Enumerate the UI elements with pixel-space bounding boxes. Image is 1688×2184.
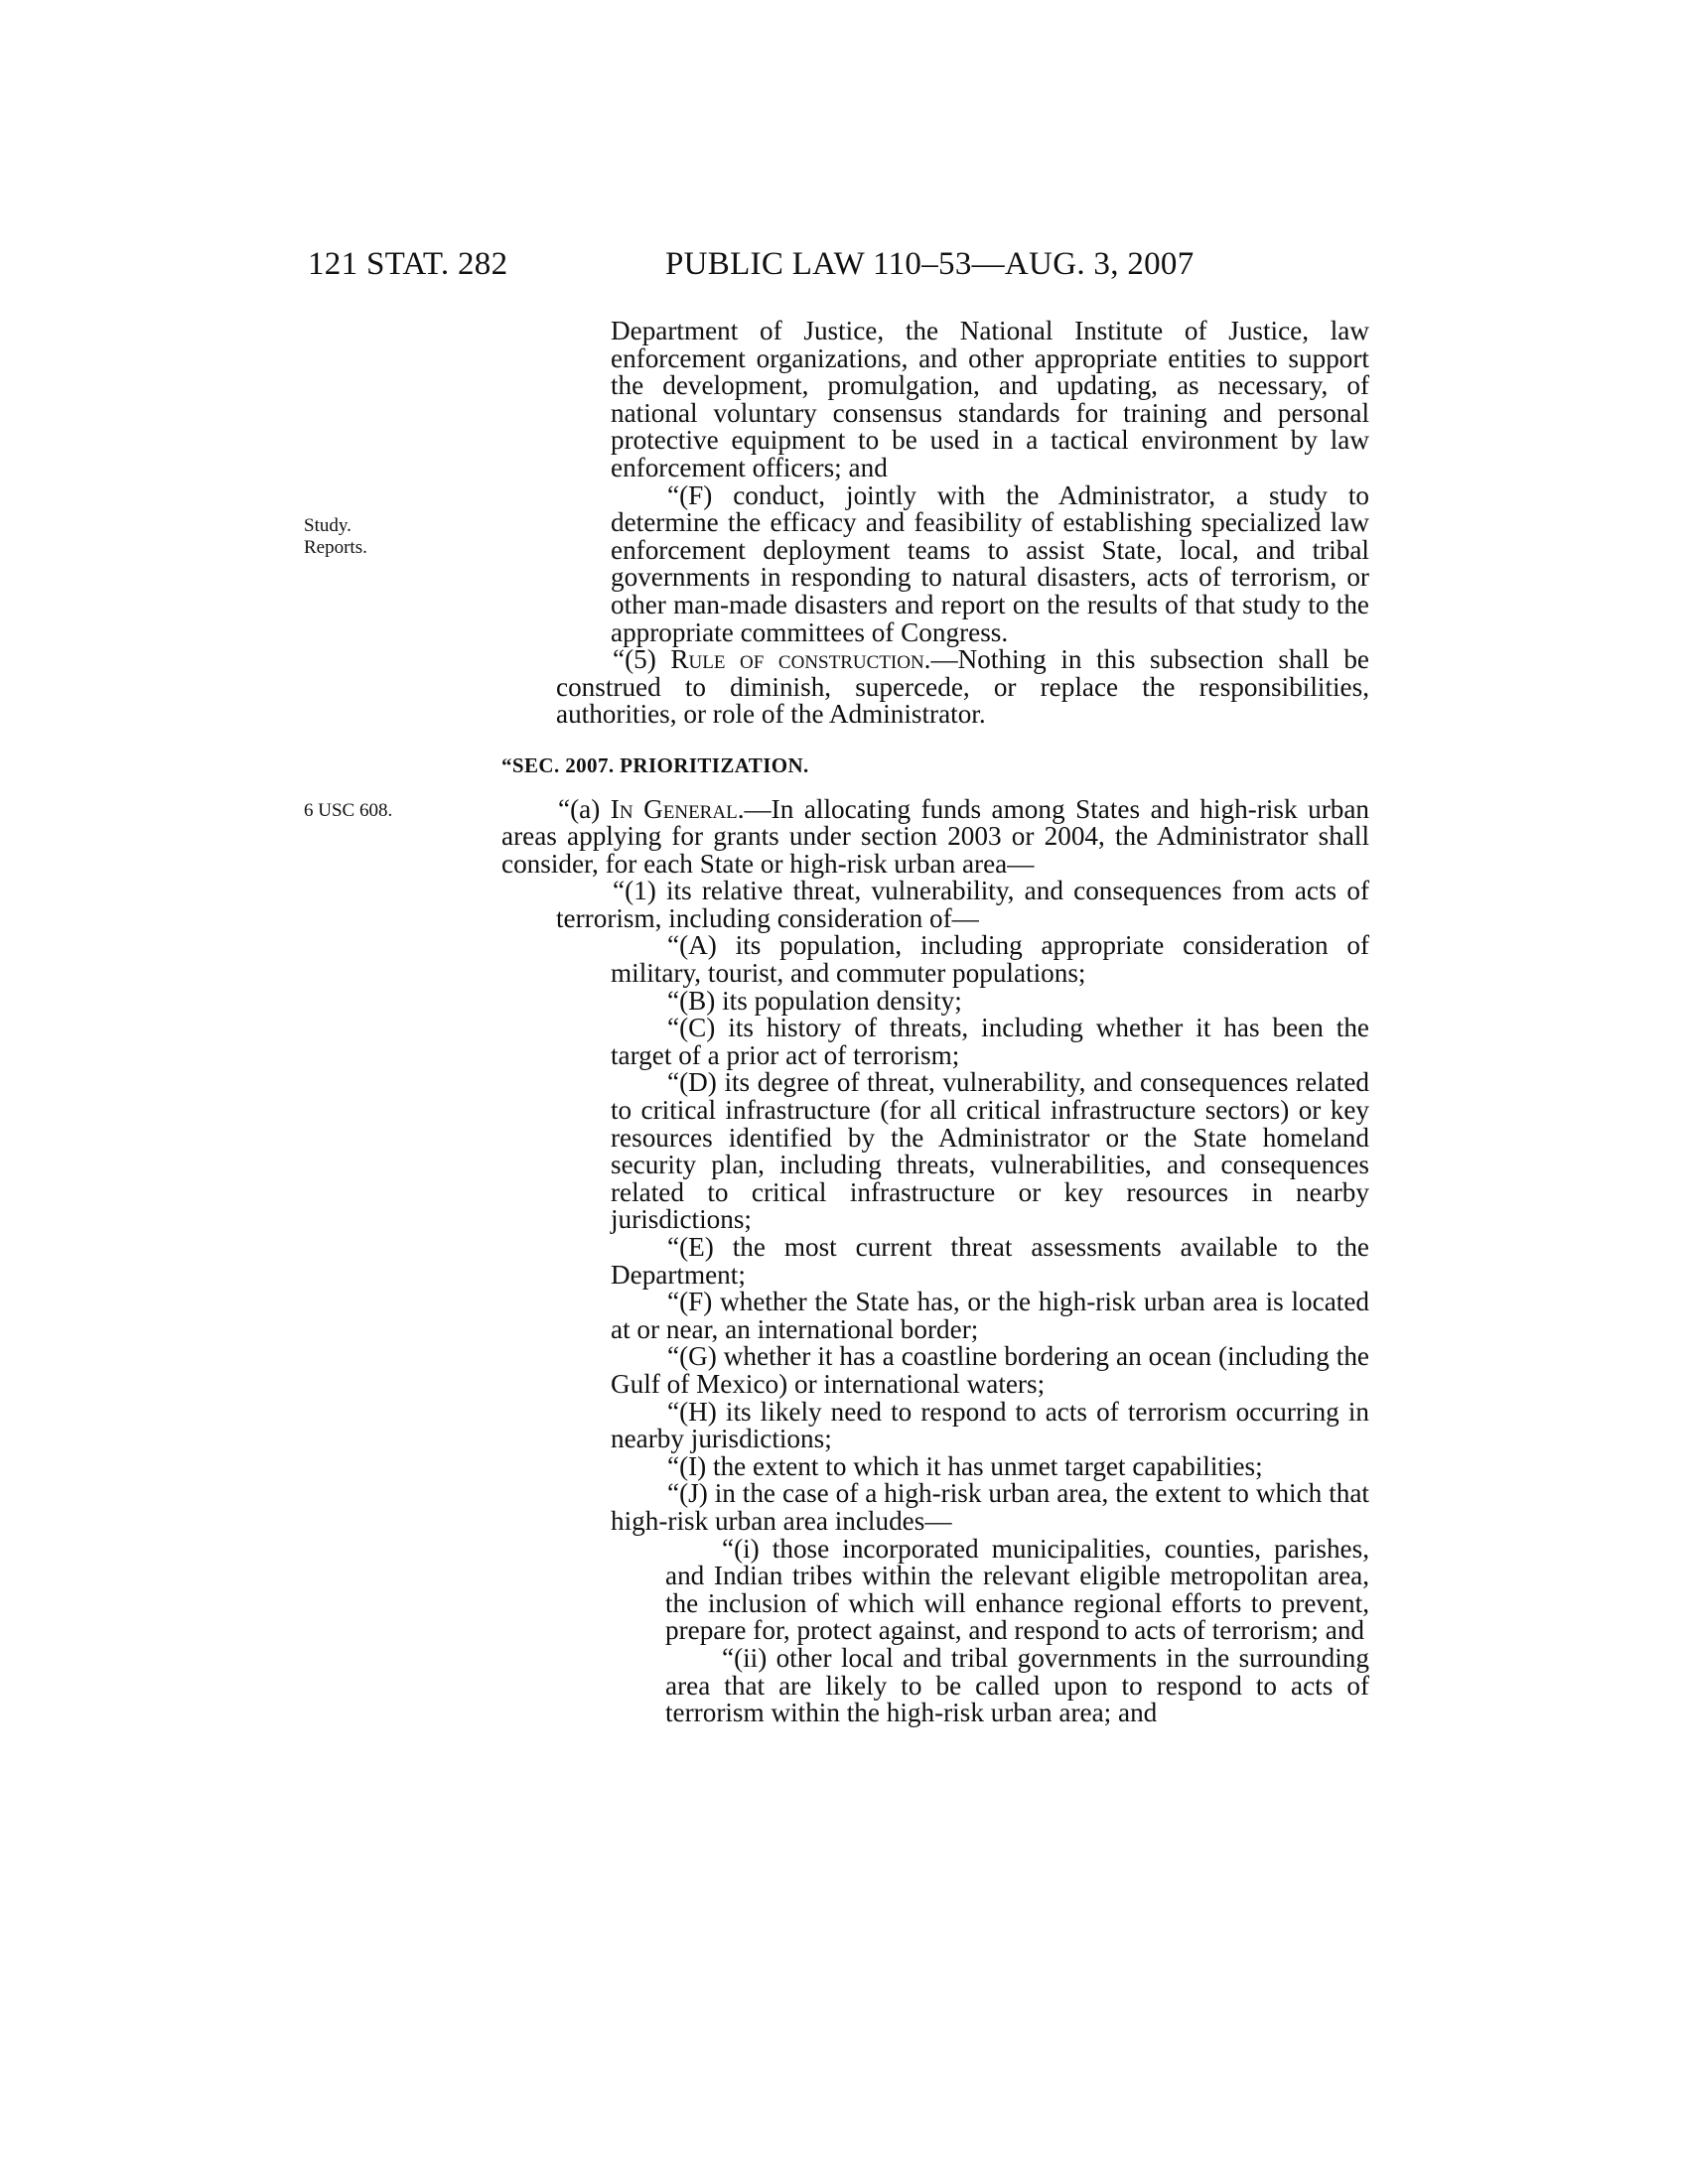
margin-note-reports: Reports. xyxy=(304,537,367,558)
margin-note-study-reports xyxy=(304,515,367,559)
paragraph-H: “(H) its likely need to respond to acts of terrorism occurring in nearby jurisdictions; xyxy=(611,1396,1369,1454)
paragraph-5-rule-of-construction: “(5) Rule of construction.—Nothing in this subsection shall be construed to diminish, supercede, or replace the responsibilities, authorities, or role of the Administrator. xyxy=(556,644,1369,730)
margin-note-usc: 6 USC 608. xyxy=(304,800,393,821)
law-title: PUBLIC LAW 110–53—AUG. 3, 2007 xyxy=(665,246,1195,282)
paragraph-C: “(C) its history of threats, including whether it has been the target of a prior act of terrorism; xyxy=(611,1013,1369,1070)
paragraph-B: “(B) its population density; xyxy=(667,985,962,1016)
paragraph-i: “(i) those incorporated municipalities, counties, parishes, and Indian tribes within the relevant eligible metropolitan area, the inclusion of which will enhance regional efforts to prevent, prepare for, protect against, and respond to acts of terrorism; and xyxy=(665,1533,1369,1646)
paragraph-G: “(G) whether it has a coastline bordering an ocean (including the Gulf of Mexico) or international waters; xyxy=(611,1341,1369,1399)
section-heading: “SEC. 2007. PRIORITIZATION. xyxy=(501,752,809,777)
paragraph-ii: “(ii) other local and tribal governments in the surrounding area that are likely to be called upon to respond to acts of terrorism within the high-risk urban area; and xyxy=(665,1642,1369,1728)
statute-body xyxy=(501,318,1369,1727)
paragraph-continuation: Department of Justice, the National Institute of Justice, law enforcement organizations, and other appropriate entities to support the development, promulgation, and updating, as necessary, of national voluntary consensus standards for training and personal protective equipment to be used in a tactical environment by law enforcement officers; and xyxy=(611,316,1369,482)
running-header xyxy=(0,246,1688,286)
margin-note-study: Study. xyxy=(304,515,352,536)
paragraph-1: “(1) its relative threat, vulnerability, and consequences from acts of terrorism, including consideration of— xyxy=(556,876,1369,933)
heading-in-general: In General xyxy=(610,793,738,824)
paragraph-F-study: “(F) conduct, jointly with the Administrator, a study to determine the efficacy and feasibility of establishing specialized law enforcement deployment teams to assist State, local, and tribal governments in responding to natural disasters, acts of terrorism, or other man-made disasters and report on the results of that study to the appropriate committees of Congress. xyxy=(611,479,1369,647)
paragraph-F: “(F) whether the State has, or the high-risk urban area is located at or near, an international border; xyxy=(611,1287,1369,1344)
paragraph-J: “(J) in the case of a high-risk urban area, the extent to which that high-risk urban area includes— xyxy=(611,1478,1369,1536)
paragraph-E: “(E) the most current threat assessments available to the Department; xyxy=(611,1232,1369,1290)
paragraph-D: “(D) its degree of threat, vulnerability, and consequences related to critical infrastructure (for all critical infrastructure sectors) or key resources identified by the Administrator or the State homeland security plan, including threats, vulnerabilities, and consequences related to critical infrastructure or key resources in nearby jurisdictions; xyxy=(611,1067,1369,1235)
paragraph-I: “(I) the extent to which it has unmet target capabilities; xyxy=(667,1450,1263,1481)
paragraph-a-in-general: “(a) In General.—In allocating funds among States and high-risk urban areas applying for grants under section 2003 or 2004, the Administrator shall consider, for each State or high-risk urban area— xyxy=(501,793,1369,879)
heading-rule-of-construction: Rule of construction xyxy=(670,644,924,675)
stat-page-number: 121 STAT. 282 xyxy=(308,246,508,282)
paragraph-A: “(A) its population, including appropriate consideration of military, tourist, and commuter populations; xyxy=(611,930,1369,989)
